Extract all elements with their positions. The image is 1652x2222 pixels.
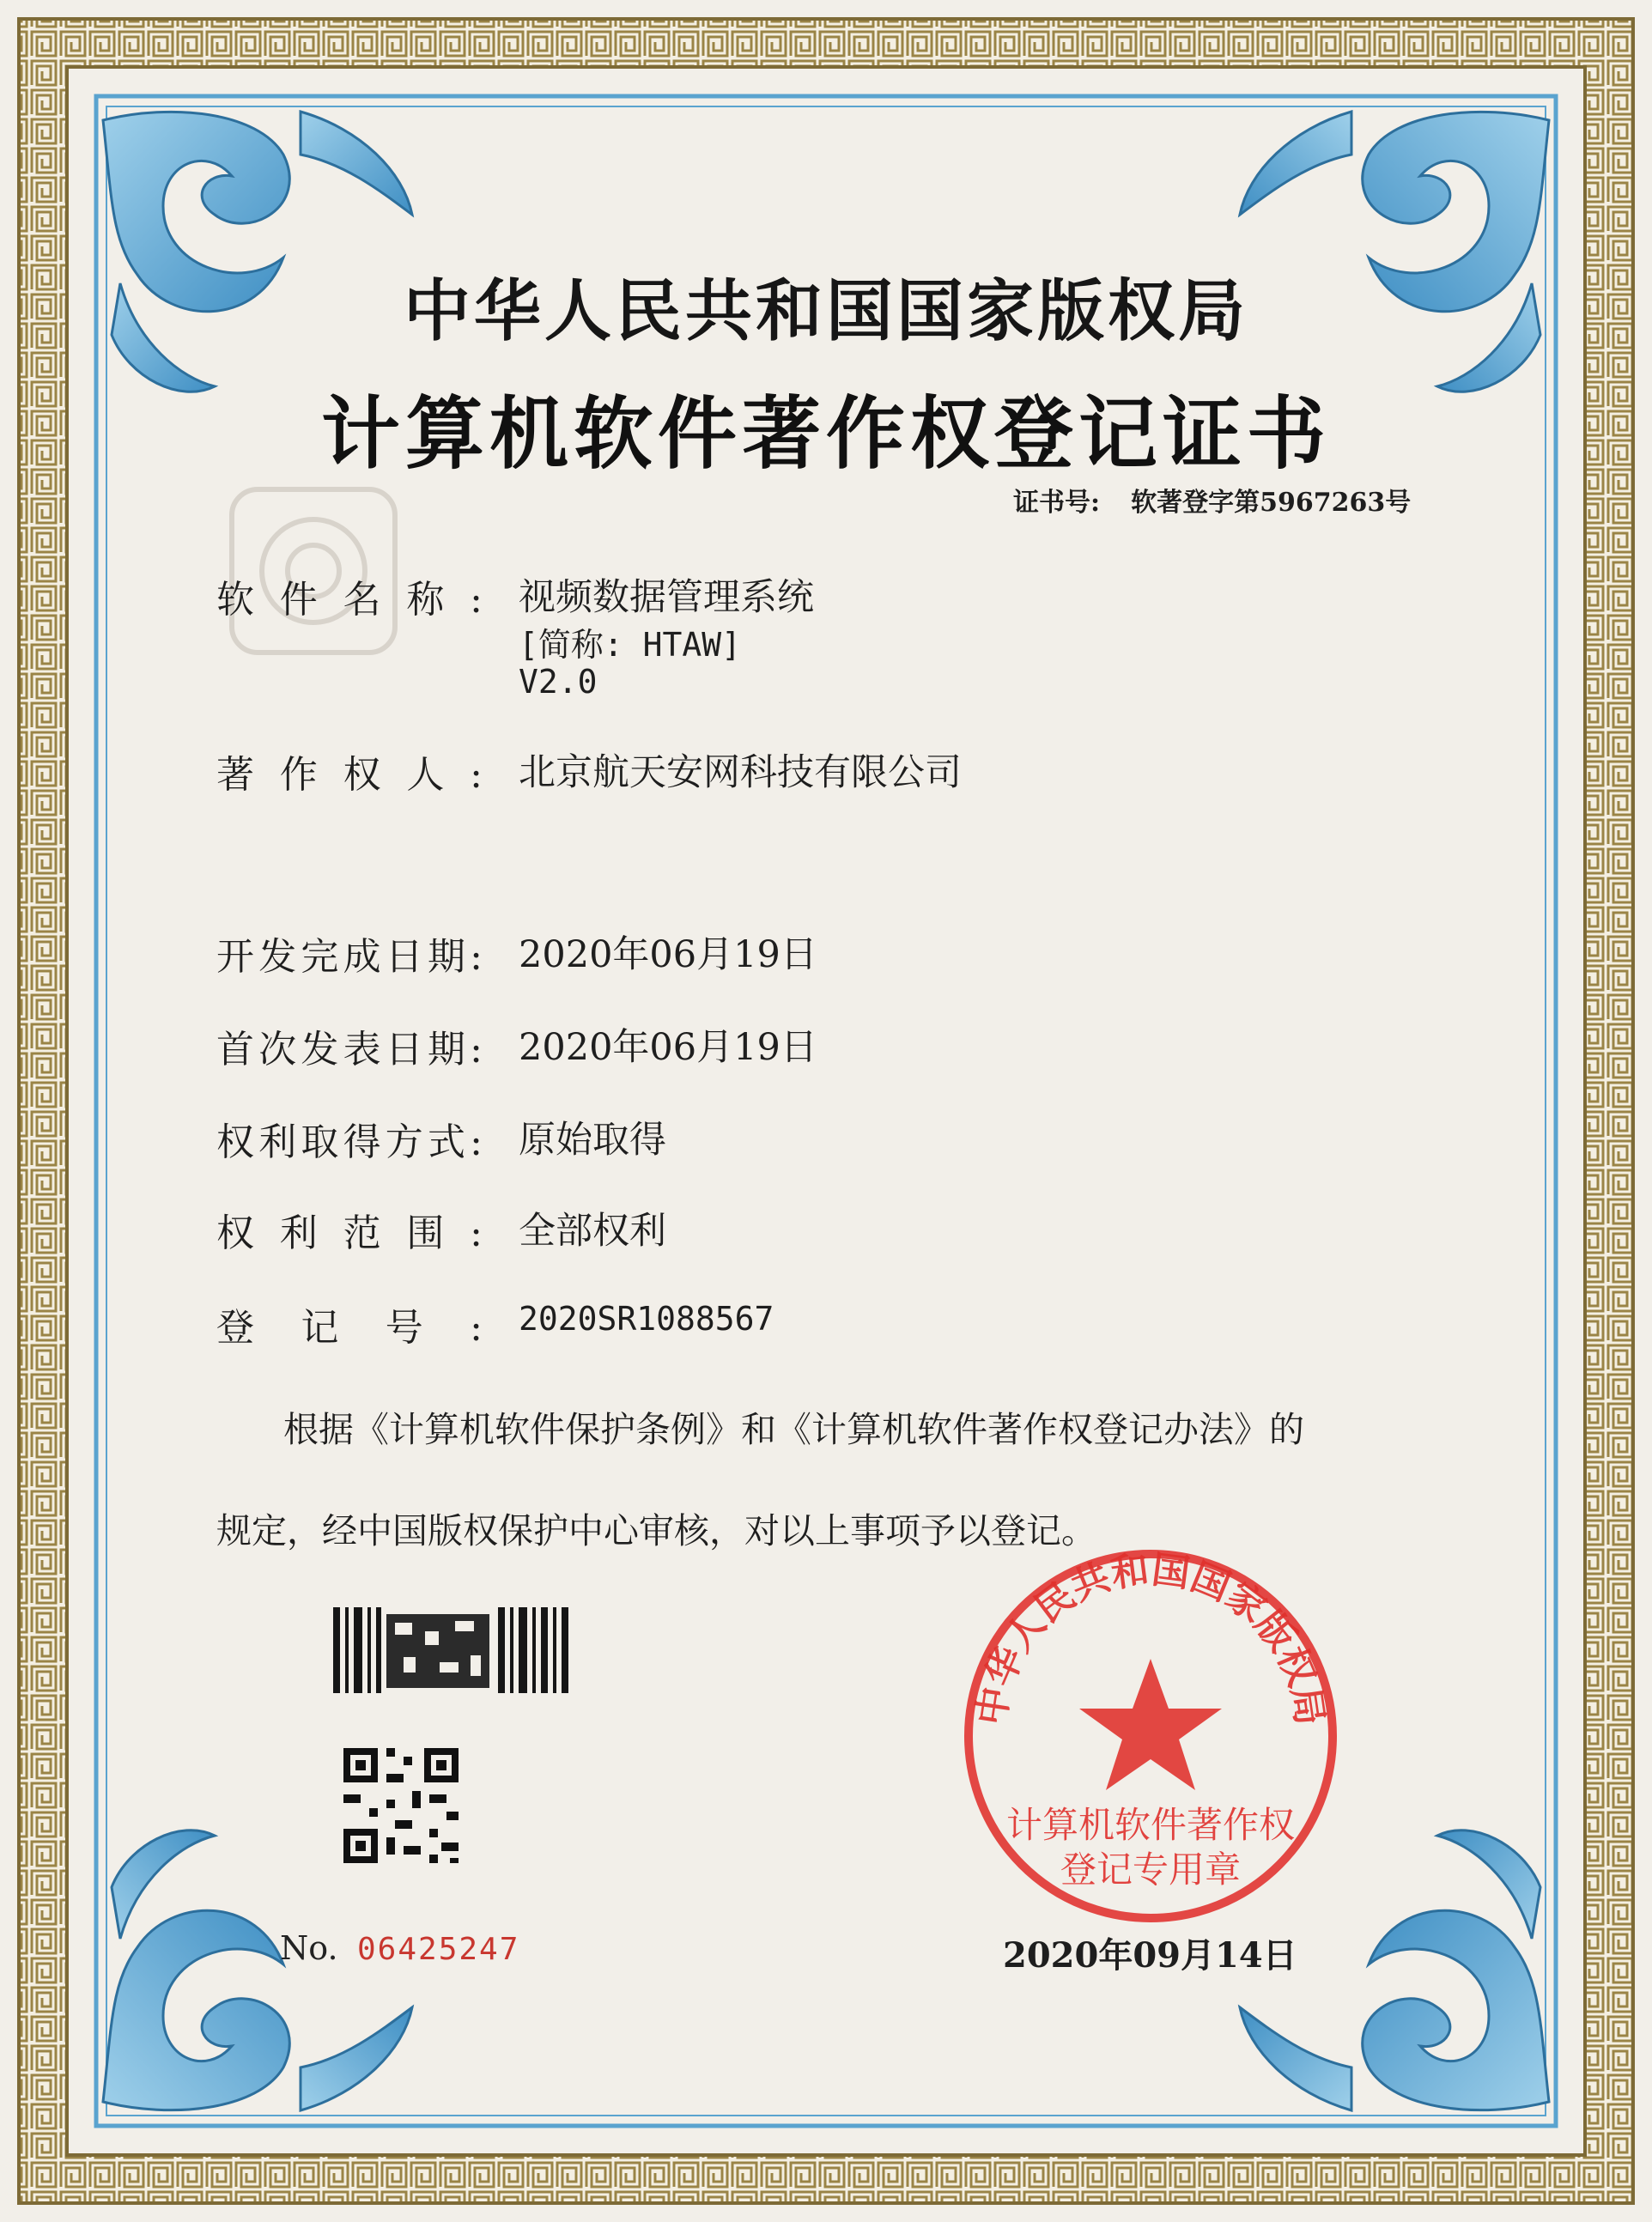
acquisition-method-value: 原始取得 [519,1119,666,1162]
registration-number-label: 登记号: [216,1306,483,1350]
publication-date-label: 首次发表日期: [216,1028,483,1072]
svg-text:中华人民共和国国家版权局 [969,1548,1332,1728]
legal-basis-line1: 根据《计算机软件保护条例》和《计算机软件著作权登记办法》的 [283,1409,1304,1450]
certificate-number-value: 软著登字第5967263号 [1131,488,1412,518]
certificate-number [1013,481,1442,519]
certificate-number-label: 证书号: [1013,488,1101,518]
completion-date-value: 2020年06月19日 [519,933,817,976]
software-name-abbreviation: [简称: HTAW] [519,626,742,664]
software-name-value: 视频数据管理系统 [519,576,814,619]
issuing-agency: 中华人民共和国国家版权局 [403,272,1248,350]
software-version: V2.0 [519,663,598,701]
software-name-label: 软件名称: [216,578,483,622]
serial-number-label: No. [280,1929,338,1967]
seal-outer-text: 中华人民共和国国家版权局 [969,1547,1332,1728]
rights-scope-label: 权利范围: [216,1211,483,1255]
seal-inner-line2: 登记专用章 [1060,1849,1242,1891]
copyright-owner-value: 北京航天安网科技有限公司 [519,751,962,794]
seal-inner-line1: 计算机软件著作权 [1005,1804,1296,1846]
publication-date-value: 2020年06月19日 [519,1026,817,1069]
completion-date-label: 开发完成日期: [216,935,483,979]
acquisition-method-label: 权利取得方式: [216,1120,483,1164]
registration-number-value: 2020SR1088567 [519,1300,774,1338]
rights-scope-value: 全部权利 [519,1210,666,1253]
copyright-owner-label: 著作权人: [216,753,483,797]
issue-date: 2020年09月14日 [1003,1935,1297,1976]
certificate-title: 计算机软件著作权登记证书 [320,387,1331,480]
serial-number-value: 06425247 [357,1932,520,1967]
legal-basis-line2: 规定，经中国版权保护中心审核，对以上事项予以登记。 [216,1510,1096,1551]
